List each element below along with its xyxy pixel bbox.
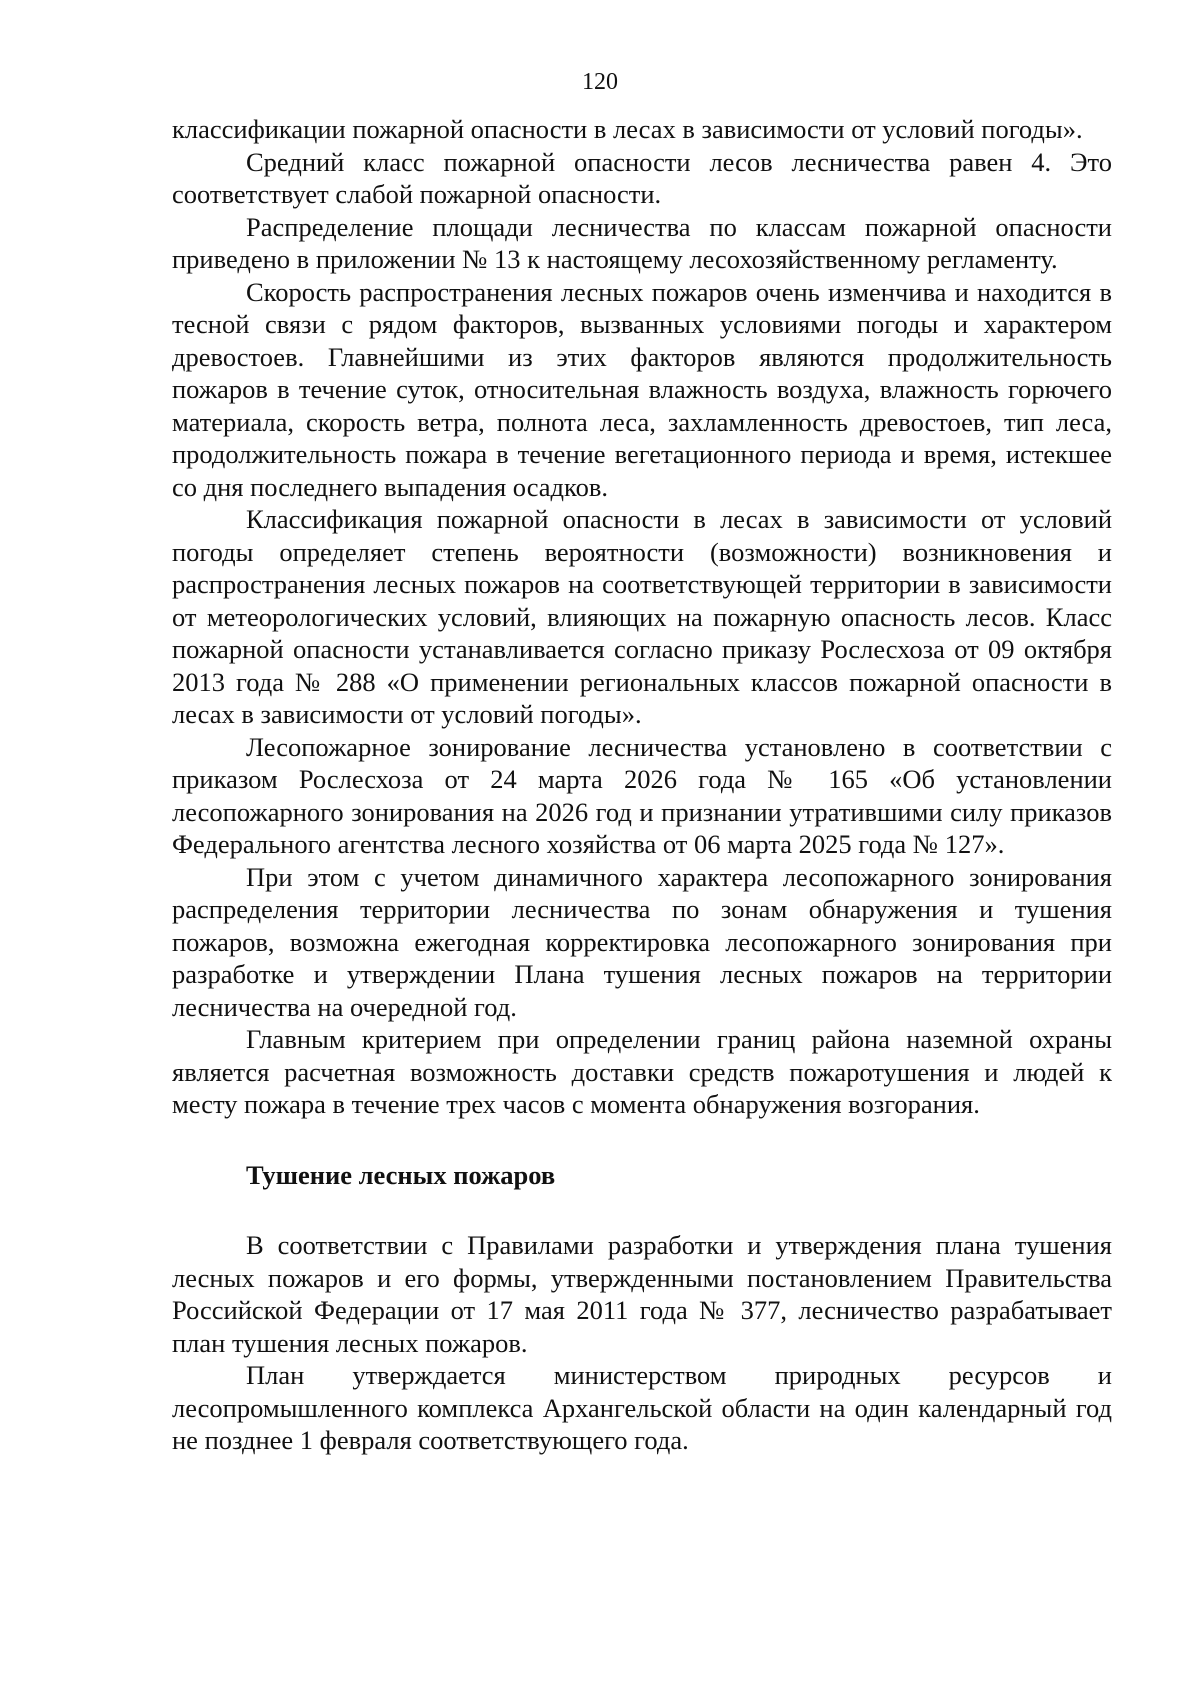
paragraph-extinguishing-plan-rules: В соответствии с Правилами разработки и утверждения плана тушения лесных пожаров и его формы, утвержденными постановлением Правительства Российской Федерации от 17 мая 2011 года № 377, лесничество разрабатывает план тушения лесных пожаров. <box>172 1230 1112 1358</box>
paragraph-zoning-adjustment: При этом с учетом динамичного характера лесопожарного зонирования распределения территории лесничества по зонам обнаружения и тушения пожаров, возможна ежегодная корректировка лесопожарного зонирования при разработке и утверждении Плана тушения лесных пожаров на территории лесничества на очередной год. <box>172 861 1112 1022</box>
document-body <box>172 113 1112 1457</box>
paragraph-area-distribution: Распределение площади лесничества по классам пожарной опасности приведено в приложении № 13 к настоящему лесохозяйственному регламенту. <box>172 211 1112 274</box>
paragraph-fire-zoning: Лесопожарное зонирование лесничества установлено в соответствии с приказом Рослесхоза от 24 марта 2026 года № 165 «Об установлении лесопожарного зонирования на 2026 год и признании утратившими силу приказов Федерального агентства лесного хозяйства от 06 марта 2025 года № 127». <box>172 731 1112 859</box>
paragraph-ground-protection-criterion: Главным критерием при определении границ района наземной охраны является расчетная возможность доставки средств пожаротушения и людей к месту пожара в течение трех часов с момента обнаружения возгорания. <box>172 1024 1112 1119</box>
paragraph-weather-classification: Классификация пожарной опасности в лесах в зависимости от условий погоды определяет степень вероятности (возможности) возникновения и распространения лесных пожаров на соответствующей территории в зависимости от метеорологических условий, влияющих на пожарную опасность лесов. Класс пожарной опасности устанавливается согласно приказу Рослесхоза от 09 октября 2013 года № 288 «О применении региональных классов пожарной опасности в лесах в зависимости от условий погоды». <box>172 504 1112 729</box>
paragraph-continuation: классификации пожарной опасности в лесах в зависимости от условий погоды». <box>172 114 1083 144</box>
paragraph-plan-approval: План утверждается министерством природных ресурсов и лесопромышленного комплекса Архангельской области на один календарный год не позднее 1 февраля соответствующего года. <box>172 1360 1112 1455</box>
paragraph-average-fire-class: Средний класс пожарной опасности лесов лесничества равен 4. Это соответствует слабой пожарной опасности. <box>172 146 1112 209</box>
paragraph-spread-speed: Скорость распространения лесных пожаров очень изменчива и находится в тесной связи с рядом факторов, вызванных условиями погоды и характером древостоев. Главнейшими из этих факторов являются продолжительность пожаров в течение суток, относительная влажность воздуха, влажность горючего материала, скорость ветра, полнота леса, захламленность древостоев, тип леса, продолжительность пожара в течение вегетационного периода и время, истекшее со дня последнего выпадения осадков. <box>172 276 1112 502</box>
section-heading: Тушение лесных пожаров <box>246 1159 556 1190</box>
page-number: 120 <box>582 69 618 95</box>
